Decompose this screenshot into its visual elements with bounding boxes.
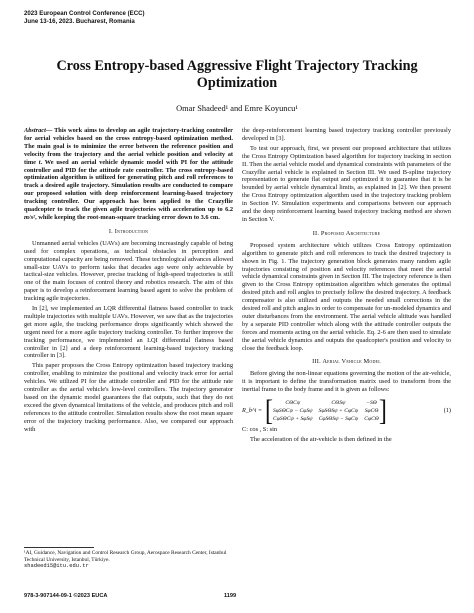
abstract-math-t: t [38,158,41,166]
equation-lhs: R_b^i = [242,407,263,415]
intro-paragraph-2: In [2], we implemented an LQR differential flatness based controller to track multiple trajectories with multiple UAVs. However, we saw that as the trajectories get more agile, the tracking performance drops significantly which showed the urgent need for a more agile trajectory tracking controller. To further improve the tracking performance, we implemented an LQI differential flatness based controller in [2] and a deep reinforcement learning-based trajectory tracking controller in [3]. [24,305,233,360]
paper-title [40,58,434,92]
equation-note: C: cos , S: sin [242,426,278,434]
matrix-cell: SφCΘ [364,407,379,414]
architecture-paragraph: Proposed system architecture which utilizes Cross Entropy optimization algorithm to generate pitch and roll references to track the desired trajectory is shown in Fig. 1. The trajectory generation block generates many random agile trajectories consisting of position and velocity references that meet the aerial vehicle dynamical constraints given in Section III. The trajectory reference is then given to the Cross Entropy optimization algorithm which generates the optimal desired pitch and roll angles to precisely follow the desired trajectory. A feedback compensator is also utilized and outputs the needed small corrections in the desired roll and pitch angles in order to compensate for un-modeled dynamics and outer disturbances from the environment. The aerial vehicle altitude was handled by a separate PID controller which along with the attitude controller outputs the forces and moments acting on the aerial vehicle. Eq. 2-6 are then used to simulate the aerial vehicle dynamics and outputs the quadcopter's position and velocity to close the feedback loop. [242,241,451,352]
rotation-matrix [273,400,379,423]
left-bracket: [ [265,394,274,428]
intro-continuation: the deep-reinforcement learning based trajectory tracking controller previously developed in [3]. [242,127,451,142]
matrix-cell: SφSΘCψ − CφSψ [273,407,313,414]
section-heading-vehicle-model: III. Aerial Vehicle Model [312,358,381,366]
right-column [242,127,451,444]
abstract-text-a: — This work aims to develop an agile trajectory-tracking controller for aerial vehicles based on the cross entropy-based optimization method. The main goal is to minimize the error between the reference position and velocity from the trajectory and the aerial vehicle position and velocity at time [24,127,233,166]
abstract-label: Abstract [24,127,46,134]
abstract-math-unit: m/s² [24,213,36,221]
section-heading-architecture: II. Proposed Architecture [312,229,381,237]
matrix-cell: CΘCψ [285,399,301,406]
footnote-email: shadeed15@itu.edu.tr [24,563,89,570]
intro-paragraph-3: This paper proposes the Cross Entropy optimization based trajectory tracking controller, enabling to minimize the positional and velocity track error for aerial vehicles. We utilized PI for the attitude controller and PID for the attitude rate controller as the aerial vehicle's low-level controllers. The trajectory generator based on the dynamic model guarantees the flat outputs, such that they do not exceed the given dynamical limitations of the vehicle, and produces pitch and roll references to the attitude controller. Simulation results show the root mean square error of the trajectory tracking performance. Also, we compared our approach with [24,362,233,433]
isbn-copyright: 978-3-907144-09-1 ©2023 EUCA [24,593,108,599]
conference-name: 2023 European Control Conference (ECC) [24,10,145,17]
footnote [24,547,233,570]
matrix-cell: SφSΘSψ + CφCψ [318,407,359,414]
author-line: Omar Shadeed¹ and Emre Koyuncu¹ [176,104,298,113]
right-bracket: ] [378,394,387,428]
left-column [24,127,233,434]
title-line-1: Cross Entropy-based Aggressive Flight Trajectory Tracking [56,58,418,74]
page-number: 1199 [224,593,237,599]
title-line-2: Optimization [196,75,278,91]
footnote-rule [24,547,94,548]
abstract-text-c: , while keeping the root-mean-square tracking error down to 3.6 cm. [35,213,220,221]
conference-dates: June 13-16, 2023. Bucharest, Romania [24,18,135,25]
model-paragraph-tail: The acceleration of the air-vehicle is then defined in the [250,436,392,443]
model-paragraph: Before giving the non-linear equations governing the motion of the air-vehicle, it is important to define the transformation matrix used to transform from the inertial frame to the body frame and it is given as follows: [242,370,451,394]
abstract [24,127,233,222]
rotation-matrix-equation [242,394,451,428]
intro-paragraph-1: Unmanned aerial vehicles (UAVs) are becoming increasingly capable of being used for complex operations, as technical obstacles in perception and computational capacity are being removed. These technological advances allowed small-size UAVs to perform tasks that decades ago were only achievable by tactical-size vehicles. However, precise tracking of high-speed trajectories is still one of the main focuses of control theory and robotics research. The aim of this paper is to develop a reinforcement learning based agent to solve the problem of tracking agile trajectories. [24,239,233,303]
conference-header [24,10,145,26]
section-heading-introduction: I. Introduction [108,227,149,235]
matrix-cell: −SΘ [366,399,377,406]
matrix-cell: CφSΘCψ + SφSψ [273,415,313,422]
footnote-affiliation: ¹AI, Guidance, Navigation and Control Research Group, Aerospace Research Center, Istanbul Technical University, Istanbul, Türkiye. [24,550,227,563]
matrix-cell: CΘSψ [331,399,346,406]
equation-number: (1) [443,407,451,415]
matrix-cell: CφSΘSψ − SφCψ [318,415,359,422]
abstract-text-b: . We used an aerial vehicle dynamic model with PI for the attitude controller and PID for the attitude rate controller. The cross entropy-based optimization algorithm is utilized for generating pitch and roll references to track a desired agile trajectory. Simulation results are conducted to compare our proposed solution with deep reinforcement learning-based trajectory tracking controller. Our approach has been applied to the Crazyflie quadcopter to track the given agile trajectories with acceleration up to 6.2 [24,158,233,214]
intro-paragraph-4: To test our approach, first, we present our proposed architecture that utilizes the Cross Entropy Optimization based algorithm for trajectory tracking in section II. Then the aerial vehicle model and dynamical constraints with parameters of the Crazyflie aerial vehicle is explained in Section III. We used B-spline trajectory representation to generate flat output and optimized it to guarantee that it is be bounded by aerial vehicle dynamical limits, as explained in [2]. We then present the Cross Entropy optimization algorithm used in the trajectory tracking problem in Section IV. Simulation experiments and comparisons between our approach and the deep reinforcement learning based trajectory tracking method are shown in Section V. [242,144,451,223]
matrix-cell: CφCΘ [364,415,379,422]
